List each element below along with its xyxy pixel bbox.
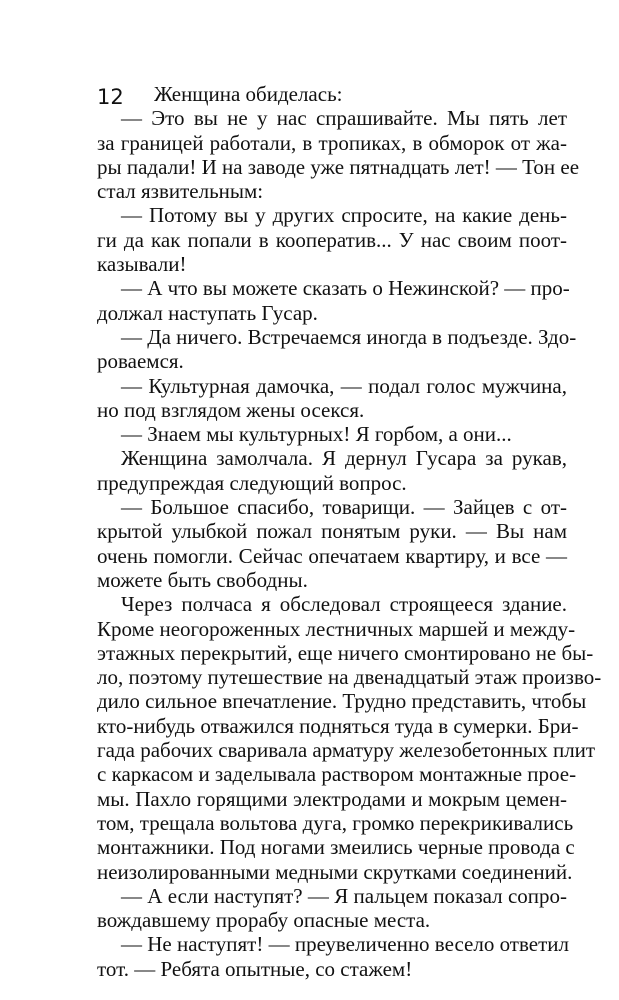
text-line: — Культурная дамочка, — подал голос мужчина,: [121, 373, 567, 398]
text-line: Женщина замолчала. Я дернул Гусара за рукав,: [121, 446, 567, 471]
body-text: [97, 82, 602, 981]
text-line: — Не наступят! — преувеличенно весело ответил: [121, 932, 569, 957]
text-line: ги да как попали в кооператив... У нас своим поот-: [97, 227, 567, 252]
paragraph: [97, 203, 567, 276]
text-line: — Это вы не у нас спрашивайте. Мы пять лет: [121, 106, 567, 131]
text-line: — Знаем мы культурных! Я горбом, а они...: [121, 422, 512, 447]
text-line: ры падали! И на заводе уже пятнадцать лет! — Тон ее: [97, 154, 580, 179]
text-line: гада рабочих сваривала арматуру железобетонных плит: [97, 738, 596, 763]
text-line: кто-нибудь отважился подняться туда в сумерки. Бри-: [97, 713, 579, 738]
text-line: — А что вы можете сказать о Нежинской? — про-: [121, 276, 570, 301]
text-line: вождавшему прорабу опасные места.: [97, 908, 431, 933]
paragraph: [97, 446, 567, 495]
text-line: — Большое спасибо, товарищи. — Зайцев с от-: [121, 495, 567, 520]
paragraph: [97, 324, 577, 374]
text-line: монтажники. Под ногами змеились черные провода с: [97, 835, 575, 860]
paragraph: [97, 276, 570, 325]
text-line: неизолированными медными скрутками соединений.: [97, 859, 573, 884]
paragraph: [97, 82, 567, 106]
text-line: мы. Пахло горящими электродами и мокрым цемен-: [97, 786, 567, 811]
text-line: Кроме неогороженных лестничных маршей и между-: [97, 616, 576, 641]
text-line: — Потому вы у других спросите, на какие день-: [121, 203, 567, 228]
text-line: том, трещала вольтова дуга, громко перекрикивались: [97, 810, 574, 835]
text-line: — А если наступят? — Я пальцем показал сопро-: [121, 883, 567, 908]
paragraph: [97, 932, 567, 981]
text-line: можете быть свободны.: [97, 567, 308, 592]
text-line: — Да ничего. Встречаемся иногда в подъезде. Здо-: [121, 324, 577, 349]
paragraph: [97, 592, 602, 884]
text-line: стал язвительным:: [97, 179, 264, 204]
text-line: дило сильное впечатление. Трудно представить, чтобы: [97, 689, 587, 714]
text-line: роваемся.: [97, 349, 184, 374]
text-line: за границей работали, в тропиках, в обморок от жа-: [97, 130, 567, 155]
text-line: но под взглядом жены осекся.: [97, 397, 365, 422]
text-line: тот. — Ребята опытные, со стажем!: [97, 956, 413, 981]
paragraph: [97, 106, 580, 204]
paragraph: [97, 374, 567, 423]
text-line: предупреждая следующий вопрос.: [97, 470, 407, 495]
text-line: очень помогли. Сейчас опечатаем квартиру, и все —: [97, 543, 567, 568]
text-line: Через полчаса я обследовал строящееся здание.: [121, 592, 567, 617]
text-line: Женщина обиделась:: [154, 82, 343, 106]
text-line: ло, поэтому путешествие на двенадцатый этаж произво-: [97, 665, 602, 690]
paragraph: [97, 884, 567, 933]
paragraph: [97, 422, 567, 446]
page-number: 12: [97, 85, 124, 109]
text-line: этажных перекрытий, еще ничего смонтировано не бы-: [97, 640, 594, 665]
text-line: должал наступать Гусар.: [97, 300, 318, 325]
text-line: крытой улыбкой пожал понятым руки. — Вы нам: [97, 519, 567, 544]
text-line: казывали!: [97, 252, 187, 277]
paragraph: [97, 495, 567, 592]
text-line: с каркасом и заделывала раствором монтажные прое-: [97, 762, 577, 787]
